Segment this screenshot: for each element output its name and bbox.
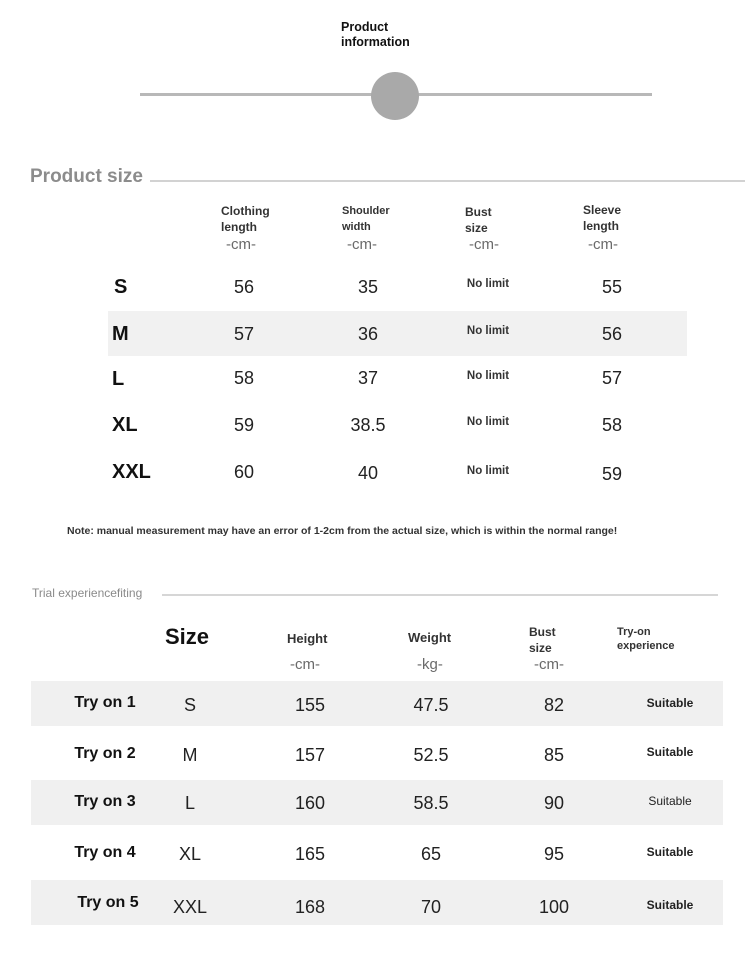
trial-col-bust xyxy=(529,624,556,656)
table-cell: Suitable xyxy=(646,898,694,912)
table-cell: 58.5 xyxy=(413,793,449,813)
table-cell: 52.5 xyxy=(413,745,449,765)
table-cell: 58 xyxy=(233,368,255,388)
table-cell: 40 xyxy=(357,463,379,483)
col-header-line2: experience xyxy=(617,640,675,652)
table-cell: XL xyxy=(178,844,202,864)
col-unit: -cm- xyxy=(226,236,256,253)
table-cell: 55 xyxy=(601,277,623,297)
table-cell: No limit xyxy=(466,278,510,290)
col-header-sleeve-length xyxy=(583,202,621,234)
trial-row-label: Try on 5 xyxy=(77,894,139,911)
table-cell: 165 xyxy=(294,844,326,864)
col-header-line2: length xyxy=(583,219,619,233)
product-size-divider xyxy=(150,180,745,182)
col-header-line2: length xyxy=(221,220,257,234)
table-cell: 35 xyxy=(357,277,379,297)
table-cell: 56 xyxy=(233,277,255,297)
table-cell: No limit xyxy=(466,325,510,337)
page-title xyxy=(341,20,410,50)
col-header-shoulder-width xyxy=(342,203,390,235)
table-cell: 57 xyxy=(233,324,255,344)
size-label: M xyxy=(112,323,129,345)
table-cell: 47.5 xyxy=(413,695,449,715)
col-unit: -cm- xyxy=(588,236,618,253)
table-cell: No limit xyxy=(466,370,510,382)
table-cell: Suitable xyxy=(646,696,694,710)
trial-col-unit: -cm- xyxy=(534,656,564,673)
trial-col-unit: -kg- xyxy=(417,656,443,673)
trial-col-experience xyxy=(617,625,674,653)
table-cell: Suitable xyxy=(646,845,694,859)
table-cell: Suitable xyxy=(648,794,692,808)
table-cell: 95 xyxy=(543,844,565,864)
trial-row-label: Try on 4 xyxy=(74,844,136,861)
table-cell: Suitable xyxy=(646,745,694,759)
col-header-line1: Bust xyxy=(465,205,492,219)
table-cell: 168 xyxy=(294,897,326,917)
col-header-line1: Clothing xyxy=(221,204,270,218)
trial-row-label: Try on 2 xyxy=(74,745,136,762)
table-cell: 70 xyxy=(420,897,442,917)
col-unit: -cm- xyxy=(347,236,377,253)
page-title-line2: information xyxy=(341,35,410,49)
table-cell: 60 xyxy=(233,462,255,482)
table-cell: 90 xyxy=(543,793,565,813)
table-cell: 160 xyxy=(294,793,326,813)
size-label: XL xyxy=(112,414,138,436)
trial-divider xyxy=(162,594,718,596)
trial-col-height: Height xyxy=(287,631,328,646)
col-header-line2: width xyxy=(342,221,371,233)
size-label: S xyxy=(114,276,128,298)
trial-col-unit: -cm- xyxy=(290,656,320,673)
col-header-clothing-length xyxy=(221,203,270,235)
table-cell: 59 xyxy=(233,415,255,435)
trial-col-weight: Weight xyxy=(408,630,452,645)
table-cell: 38.5 xyxy=(350,415,386,435)
col-header-line1: Shoulder xyxy=(342,205,390,217)
col-header-bust-size xyxy=(465,204,492,236)
table-cell: L xyxy=(184,793,195,813)
table-cell: 58 xyxy=(601,415,623,435)
brand-logo xyxy=(371,72,419,120)
trial-row-label: Try on 1 xyxy=(74,694,136,711)
trial-title: Trial experiencefiting xyxy=(32,586,143,600)
trial-size-header: Size xyxy=(165,624,210,649)
table-cell: 65 xyxy=(420,844,442,864)
col-header-line1: Bust xyxy=(529,625,556,639)
trial-row-label: Try on 3 xyxy=(74,793,136,810)
col-unit: -cm- xyxy=(469,236,499,253)
table-cell: 37 xyxy=(357,368,379,388)
table-cell: 82 xyxy=(543,695,565,715)
table-cell: XXL xyxy=(172,897,208,917)
table-cell: No limit xyxy=(466,465,510,477)
col-header-line1: Try-on xyxy=(617,626,651,638)
size-label: XXL xyxy=(112,461,151,483)
table-cell: 100 xyxy=(538,897,570,917)
size-label: L xyxy=(112,368,125,390)
col-header-line2: size xyxy=(529,641,552,655)
product-size-title: Product size xyxy=(30,166,143,187)
table-cell: 59 xyxy=(601,464,623,484)
table-cell: No limit xyxy=(466,416,510,428)
table-cell: S xyxy=(183,695,196,715)
table-cell: 57 xyxy=(601,368,623,388)
table-cell: 157 xyxy=(294,745,326,765)
table-cell: 85 xyxy=(543,745,565,765)
col-header-line2: size xyxy=(465,221,488,235)
col-header-line1: Sleeve xyxy=(583,203,622,217)
measurement-note: Note: manual measurement may have an error of 1-2cm from the actual size, which is within the normal range! xyxy=(67,525,618,537)
table-cell: 155 xyxy=(294,695,326,715)
table-cell: 36 xyxy=(357,324,379,344)
table-cell: 56 xyxy=(601,324,623,344)
page-title-line1: Product xyxy=(341,20,389,34)
table-cell: M xyxy=(182,745,198,765)
